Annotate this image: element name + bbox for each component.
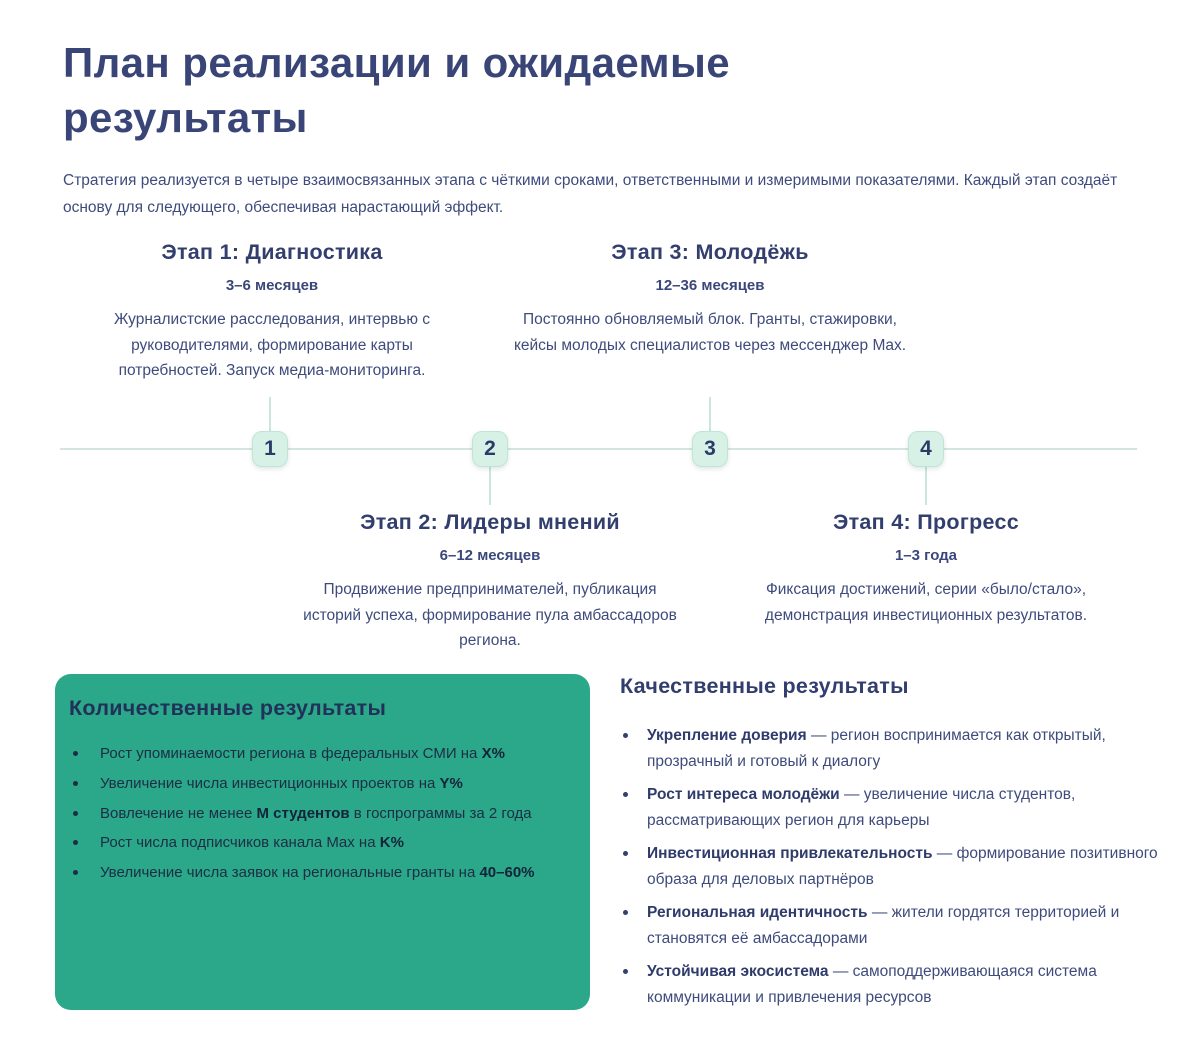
stage-description: Фиксация достижений, серии «было/стало», демонстрация инвестиционных результатов. [764, 581, 1088, 624]
bullet-dot [73, 840, 78, 845]
qualitative-results-section [620, 674, 1170, 1018]
stage-duration: 6–12 месяцев [439, 547, 541, 564]
stage-block-1 [82, 240, 462, 384]
timeline-connector-4 [925, 467, 927, 505]
stage-title: Этап 4: Прогресс [832, 510, 1020, 534]
list-item: Региональная идентичность — жители гордятся территорией и становятся её амбассадорами [620, 900, 1170, 952]
bullet-dot [623, 969, 628, 974]
badge-number: 3 [704, 437, 716, 460]
timeline-badge-3 [692, 431, 728, 467]
bullet-dot [73, 751, 78, 756]
bullet-dot [73, 870, 78, 875]
stage-duration: 1–3 года [894, 547, 958, 564]
timeline-badge-2 [472, 431, 508, 467]
badge-number: 4 [920, 437, 932, 460]
bullet-dot [623, 851, 628, 856]
bullet-dot [623, 733, 628, 738]
stage-block-3 [505, 240, 915, 358]
stage-duration: 12–36 месяцев [655, 277, 765, 294]
list-item: Устойчивая экосистема — самоподдерживающаяся система коммуникации и привлечения ресурсов [620, 959, 1170, 1011]
page-title: План реализации и ожидаемые результаты [63, 39, 731, 141]
stage-description: Продвижение предпринимателей, публикация историй успеха, формирование пула амбассадоров региона. [303, 581, 677, 650]
timeline-connector-2 [489, 467, 491, 505]
list-item: Рост упоминаемости региона в федеральных СМИ на X% [69, 743, 566, 765]
stage-duration: 3–6 месяцев [225, 277, 319, 294]
timeline-connector-1 [269, 397, 271, 431]
list-item: Вовлечение не менее M студентов в госпрограммы за 2 года [69, 803, 566, 825]
badge-number: 2 [484, 437, 496, 460]
list-item: Укрепление доверия — регион воспринимается как открытый, прозрачный и готовый к диалогу [620, 723, 1170, 775]
stage-title: Этап 1: Диагностика [161, 240, 383, 264]
timeline-badge-4 [908, 431, 944, 467]
list-item: Увеличение числа заявок на региональные гранты на 40–60% [69, 862, 566, 884]
intro-paragraph: Стратегия реализуется в четыре взаимосвязанных этапа с чёткими сроками, ответственными и измеримыми показателями. Каждый этап создаёт основу для следующего, обеспечивая нарастающий эффект. [63, 172, 1118, 216]
list-item: Рост числа подписчиков канала Max на K% [69, 832, 566, 854]
badge-number: 1 [264, 437, 276, 460]
stage-description: Журналистские расследования, интервью с руководителями, формирование карты потребностей. Запуск медиа-мониторинга. [113, 311, 431, 380]
stage-title: Этап 3: Молодёжь [611, 240, 809, 264]
qualitative-results-list [620, 723, 1170, 1011]
qualitative-results-title: Качественные результаты [620, 674, 909, 698]
timeline-connector-3 [709, 397, 711, 431]
list-item: Инвестиционная привлекательность — формирование позитивного образа для деловых партнёров [620, 841, 1170, 893]
bullet-dot [73, 781, 78, 786]
timeline-axis-line [60, 448, 1137, 450]
bullet-dot [623, 792, 628, 797]
list-item: Увеличение числа инвестиционных проектов на Y% [69, 773, 566, 795]
quantitative-results-list [69, 743, 566, 884]
stage-title: Этап 2: Лидеры мнений [360, 510, 620, 534]
quantitative-results-card [55, 674, 590, 1010]
stage-description: Постоянно обновляемый блок. Гранты, стажировки, кейсы молодых специалистов через мессенджер Max. [513, 311, 907, 354]
stage-block-2 [297, 510, 683, 654]
stage-block-4 [725, 510, 1127, 628]
bullet-dot [623, 910, 628, 915]
bullet-dot [73, 811, 78, 816]
quantitative-results-title: Количественные результаты [69, 696, 387, 720]
timeline-badge-1 [252, 431, 288, 467]
list-item: Рост интереса молодёжи — увеличение числа студентов, рассматривающих регион для карьеры [620, 782, 1170, 834]
